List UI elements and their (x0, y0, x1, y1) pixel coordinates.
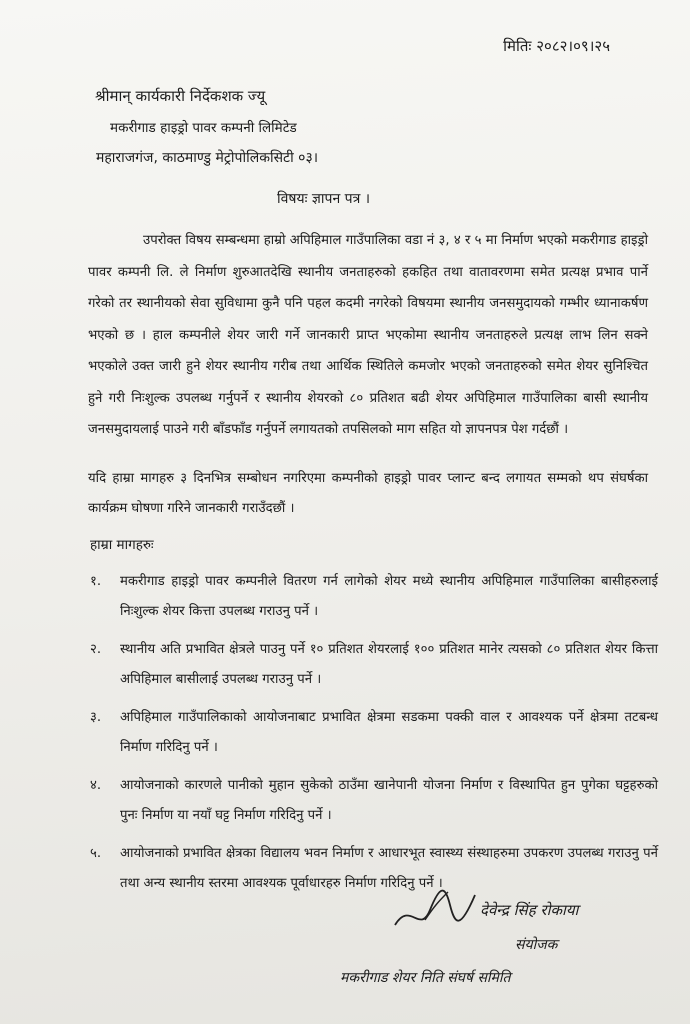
recipient-company: मकरीगाड हाइड्रो पावर कम्पनी लिमिटेड (110, 120, 297, 136)
demands-heading: हाम्रा मागहरुः (90, 537, 154, 553)
demand-text: आयोजनाको प्रभावित क्षेत्रका विद्यालय भवन निर्माण र आधारभूत स्वास्थ्य संस्थाहरुमा उपकरण उपलब्ध गराउनु पर्ने तथा अन्य स्थानीय स्तरमा आवश्यक पूर्वाधारहरु निर्माण गरिदिनु पर्ने । (120, 846, 658, 891)
signatory-organization: मकरीगाड शेयर निति संघर्ष समिति (340, 970, 511, 986)
document-date: मितिः २०८२।०९।२५ (503, 37, 610, 55)
demand-text: आयोजनाको कारणले पानीको मुहान सुकेको ठाउँमा खानेपानी योजना निर्माण र विस्थापित हुन पुगेका घट्टहरुको पुनः निर्माण या नयाँ घट्ट निर्माण गरिदिनु पर्ने । (120, 778, 658, 823)
signatory-name: देवेन्द्र सिंह रोकाया (480, 901, 579, 919)
demand-text: मकरीगाड हाइड्रो पावर कम्पनीले वितरण गर्न लागेको शेयर मध्ये स्थानीय अपिहिमाल गाउँपालिका बासीहरुलाई निःशुल्क शेयर कित्ता उपलब्ध गराउनु पर्ने । (120, 574, 658, 619)
demand-item (90, 703, 658, 763)
subject-line: विषयः ज्ञापन पत्र । (277, 191, 371, 207)
demand-number: ३. (90, 710, 102, 725)
demand-text: स्थानीय अति प्रभावित क्षेत्रले पाउनु पर्ने १० प्रतिशत शेयरलाई १०० प्रतिशत मानेर त्यसको ८० प्रतिशत शेयर कित्ता अपिहिमाल बासीलाई उपलब्ध गराउनु पर्ने । (120, 642, 658, 687)
demand-number: २. (90, 642, 102, 657)
signature-block (330, 880, 660, 1010)
demand-item (90, 635, 658, 695)
demand-item (90, 567, 658, 627)
body-paragraph-1: उपरोक्त विषय सम्बन्धमा हाम्रो अपिहिमाल गाउँपालिका वडा नं ३, ४ र ५ मा निर्माण भएको मकरीगाड हाइड्रो पावर कम्पनी लि. ले निर्माण शुरुआतदेखि स्थानीय जनताहरुको हकहित तथा वातावरणमा समेत प्रत्यक्ष प्रभाव पार्ने गरेको तर स्थानीयको सेवा सुविधामा कुनै पनि पहल कदमी नगरेको विषयमा स्थानीय जनसमुदायको गम्भीर ध्यानाकर्षण भएको छ । हाल कम्पनीले शेयर जारी गर्ने जानकारी प्राप्त भएकोमा स्थानीय जनताहरुले प्रत्यक्ष लाभ लिन सक्ने भएकोले उक्त जारी हुने शेयर स्थानीय गरीब तथा आर्थिक स्थितिले कमजोर भएको जनताहरुको समेत शेयर सुनिश्चित हुने गरी निःशुल्क उपलब्ध गर्नुपर्ने र स्थानीय शेयरको ८० प्रतिशत बढी शेयर अपिहिमाल गाउँपालिका बासी स्थानीय जनसमुदायलाई पाउने गरी बाँडफाँड गर्नुपर्ने लगायतको तपसिलको माग सहित यो ज्ञापनपत्र पेश गर्दछौं । (88, 233, 648, 437)
demand-number: १. (90, 574, 102, 589)
demand-number: ५. (90, 846, 102, 861)
demands-list (90, 567, 658, 907)
signature-scribble-icon (390, 880, 480, 940)
recipient-title: श्रीमान् कार्यकारी निर्देकशक ज्यू (95, 87, 266, 105)
demand-text: अपिहिमाल गाउँपालिकाको आयोजनाबाट प्रभावित क्षेत्रमा सडकमा पक्की वाल र आवश्यक पर्ने क्षेत्रमा तटबन्ध निर्माण गरिदिनु पर्ने । (120, 710, 658, 755)
demand-item (90, 771, 658, 831)
signatory-role: संयोजक (515, 937, 558, 953)
body-paragraph-2: यदि हाम्रा मागहरु ३ दिनभित्र सम्बोधन नगरिएमा कम्पनीको हाइड्रो पावर प्लान्ट बन्द लगायत सम्मको थप संघर्षका कार्यक्रम घोषणा गरिने जानकारी गराउँदछौं । (88, 471, 648, 516)
recipient-address: महाराजगंज, काठमाण्डु मेट्रोपोलिकसिटी ०३। (96, 150, 319, 166)
demand-number: ४. (90, 778, 102, 793)
